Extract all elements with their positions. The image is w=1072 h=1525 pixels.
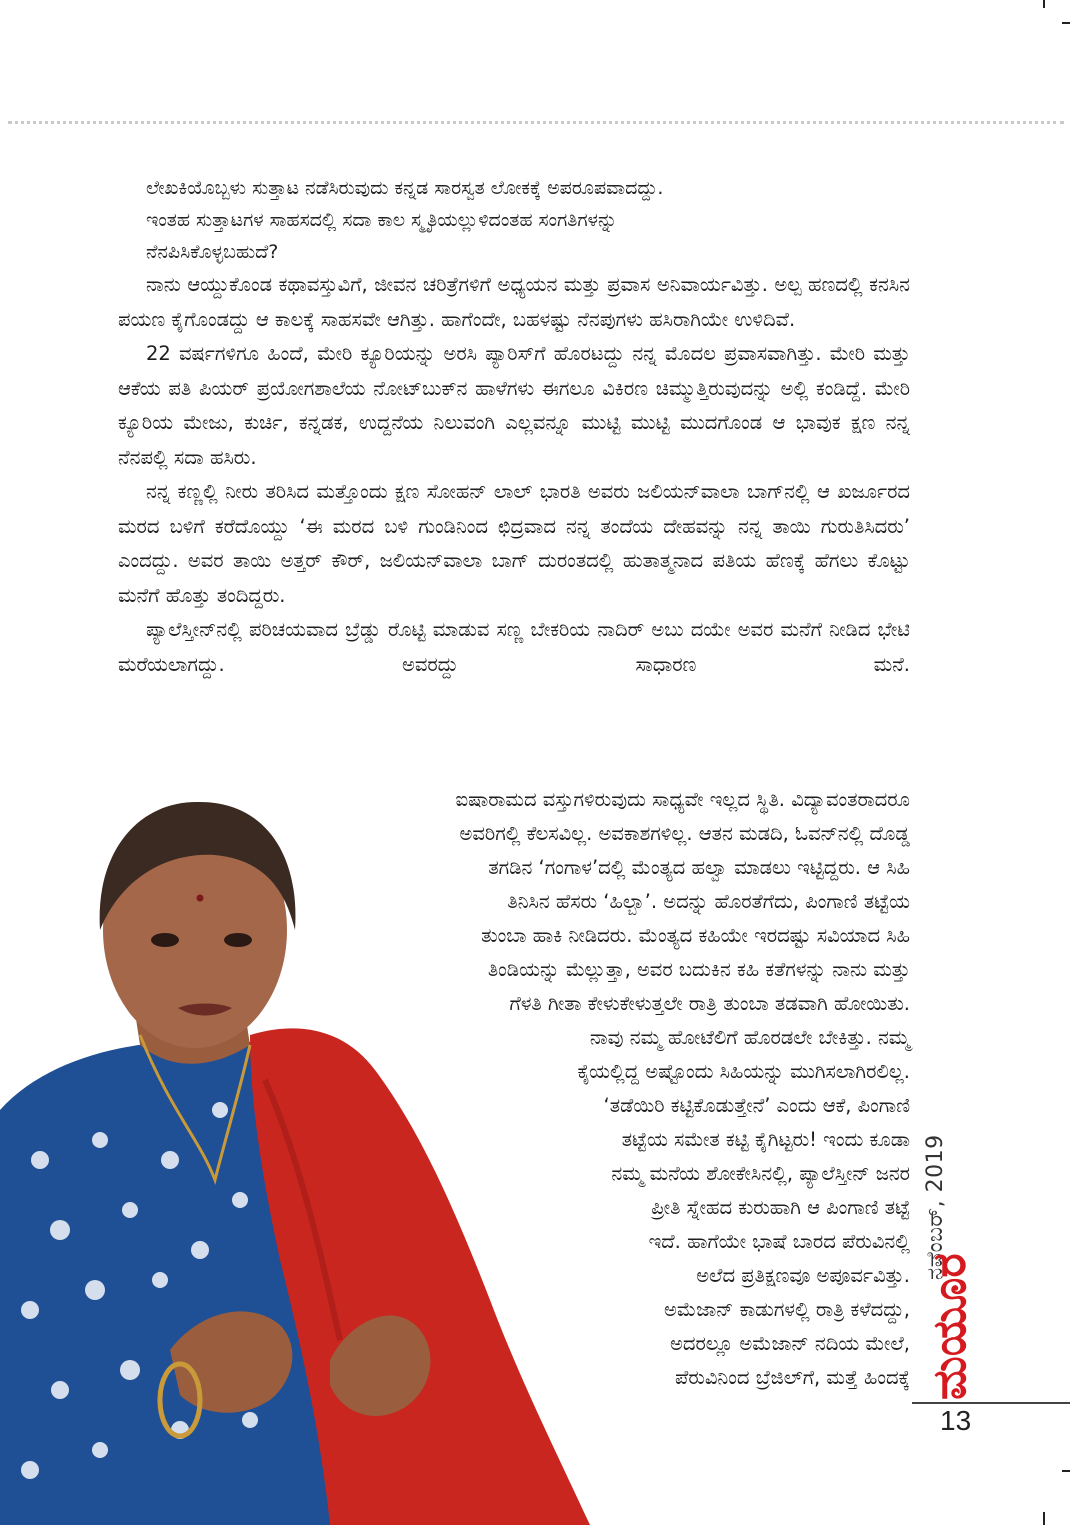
article-body	[118, 268, 910, 682]
author-photo	[0, 780, 600, 1525]
wrap-line: ಐಷಾರಾಮದ ವಸ್ತುಗಳಿರುವುದು ಸಾಧ್ಯವೇ ಇಲ್ಲದ ಸ್ಥಿತಿ. ವಿದ್ಯಾವಂತರಾದರೂ	[455, 788, 910, 811]
intro-line: ನೆನಪಿಸಿಕೊಳ್ಳಬಹುದೆ?	[146, 241, 279, 263]
wrap-line: ‘ತಡೆಯಿರಿ ಕಟ್ಟಿಕೊಡುತ್ತೇನೆ’ ಎಂದು ಆಕೆ, ಪಿಂಗಾಣಿ	[603, 1094, 910, 1117]
wrap-line: ಕೈಯಲ್ಲಿದ್ದ ಅಷ್ಟೊಂದು ಸಿಹಿಯನ್ನು ಮುಗಿಸಲಾಗಿರಲಿಲ್ಲ.	[577, 1060, 910, 1083]
wrap-line: ಅವರಿಗಲ್ಲಿ ಕೆಲಸವಿಲ್ಲ. ಅವಕಾಶಗಳಿಲ್ಲ. ಆತನ ಮಡದಿ, ಓವನ್‌ನಲ್ಲಿ ದೊಡ್ಡ	[459, 822, 910, 845]
wrap-line: ತಗಡಿನ ‘ಗಂಗಾಳ’ದಲ್ಲಿ ಮೆಂತ್ಯದ ಹಲ್ವಾ ಮಾಡಲು ಇಟ್ಟಿದ್ದರು. ಆ ಸಿಹಿ	[488, 856, 910, 879]
wrap-line: ಅದರಲ್ಲೂ ಅಮೆಜಾನ್ ನದಿಯ ಮೇಲೆ,	[670, 1332, 910, 1355]
dotted-rule	[8, 121, 1064, 124]
wrap-line: ನಾವು ನಮ್ಮ ಹೋಟೆಲಿಗೆ ಹೊರಡಲೇ ಬೇಕಿತ್ತು. ನಮ್ಮ	[589, 1026, 910, 1049]
paragraph: ನಾನು ಆಯ್ದುಕೊಂಡ ಕಥಾವಸ್ತುವಿಗೆ, ಜೀವನ ಚರಿತ್ರೆಗಳಿಗೆ ಅಧ್ಯಯನ ಮತ್ತು ಪ್ರವಾಸ ಅನಿವಾರ್ಯವಿತ್ತು. ಅಲ್ಪ ಹಣದಲ್ಲಿ ಕನಸಿನ ಪಯಣ ಕೈಗೊಂಡದ್ದು ಆ ಕಾಲಕ್ಕೆ ಸಾಹಸವೇ ಆಗಿತ್ತು. ಹಾಗೆಂದೇ, ಬಹಳಷ್ಟು ನೆನಪುಗಳು ಹಸಿರಾಗಿಯೇ ಉಳಿದಿವೆ.	[118, 273, 910, 331]
wrap-line: ತಟ್ಟೆಯ ಸಮೇತ ಕಟ್ಟಿ ಕೈಗಿಟ್ಟರು! ಇಂದು ಕೂಡಾ	[621, 1128, 910, 1151]
wrap-line: ನಮ್ಮ ಮನೆಯ ಶೋಕೇಸಿನಲ್ಲಿ, ಪ್ಯಾಲೆಸ್ತೀನ್ ಜನರ	[611, 1162, 910, 1185]
issue-date: ನವೆಂಬರ್, 2019	[923, 1134, 948, 1280]
wrap-line: ತಿನಿಸಿನ ಹೆಸರು ‘ಹಿಲ್ಬಾ’. ಅದನ್ನು ಹೊರತೆಗೆದು, ಪಿಂಗಾಣಿ ತಟ್ಟೆಯ	[507, 890, 910, 913]
magazine-logo: ಮಯೂರ	[922, 1253, 976, 1400]
intro-line: ಇಂತಹ ಸುತ್ತಾಟಗಳ ಸಾಹಸದಲ್ಲಿ ಸದಾ ಕಾಲ ಸ್ಮೃತಿಯಲ್ಲುಳಿದಂತಹ ಸಂಗತಿಗಳನ್ನು	[146, 209, 618, 231]
crop-mark	[1062, 22, 1070, 24]
wrap-line: ಪ್ರೀತಿ ಸ್ನೇಹದ ಕುರುಹಾಗಿ ಆ ಪಿಂಗಾಣಿ ತಟ್ಟೆ	[651, 1196, 910, 1219]
wrap-line: ಗೆಳತಿ ಗೀತಾ ಕೇಳುಕೇಳುತ್ತಲೇ ರಾತ್ರಿ ತುಂಬಾ ತಡವಾಗಿ ಹೋಯಿತು.	[509, 992, 910, 1015]
wrap-line: ತಿಂಡಿಯನ್ನು ಮೆಲ್ಲುತ್ತಾ, ಅವರ ಬದುಕಿನ ಕಹಿ ಕತೆಗಳನ್ನು ನಾನು ಮತ್ತು	[487, 958, 910, 981]
intro-question	[146, 172, 906, 268]
wrap-line: ಅಮೆಜಾನ್ ಕಾಡುಗಳಲ್ಲಿ ರಾತ್ರಿ ಕಳೆದದ್ದು,	[664, 1298, 910, 1321]
intro-line: ಲೇಖಕಿಯೊಬ್ಬಳು ಸುತ್ತಾಟ ನಡೆಸಿರುವುದು ಕನ್ನಡ ಸಾರಸ್ವತ ಲೋಕಕ್ಕೆ ಅಪರೂಪವಾದದ್ದು.	[146, 177, 664, 199]
crop-mark	[1062, 1470, 1070, 1472]
wrap-line: ಇದೆ. ಹಾಗೆಯೇ ಭಾಷೆ ಬಾರದ ಪೆರುವಿನಲ್ಲಿ	[648, 1230, 910, 1253]
paragraph: ನನ್ನ ಕಣ್ಣಲ್ಲಿ ನೀರು ತರಿಸಿದ ಮತ್ತೊಂದು ಕ್ಷಣ ಸೋಹನ್ ಲಾಲ್ ಭಾರತಿ ಅವರು ಜಲಿಯನ್‌ವಾಲಾ ಬಾಗ್‌ನಲ್ಲಿ ಆ ಖರ್ಜೂರದ ಮರದ ಬಳಿಗೆ ಕರೆದೊಯ್ದು ‘ಈ ಮರದ ಬಳಿ ಗುಂಡಿನಿಂದ ಛಿದ್ರವಾದ ನನ್ನ ತಂದೆಯ ದೇಹವನ್ನು ನನ್ನ ತಾಯಿ ಗುರುತಿಸಿದರು’ ಎಂದದ್ದು. ಅವರ ತಾಯಿ ಅತ್ತರ್ ಕೌರ್, ಜಲಿಯನ್‌ವಾಲಾ ಬಾಗ್ ದುರಂತದಲ್ಲಿ ಹುತಾತ್ಮನಾದ ಪತಿಯ ಹೆಣಕ್ಕೆ ಹೆಗಲು ಕೊಟ್ಟು ಮನೆಗೆ ಹೊತ್ತು ತಂದಿದ್ದರು.	[118, 480, 910, 607]
crop-mark	[1043, 1512, 1045, 1525]
paragraph: 22 ವರ್ಷಗಳಿಗೂ ಹಿಂದೆ, ಮೇರಿ ಕ್ಯೂರಿಯನ್ನು ಅರಸಿ ಪ್ಯಾರಿಸ್‌ಗೆ ಹೊರಟದ್ದು ನನ್ನ ಮೊದಲ ಪ್ರವಾಸವಾಗಿತ್ತು. ಮೇರಿ ಮತ್ತು ಆಕೆಯ ಪತಿ ಪಿಯರ್ ಪ್ರಯೋಗಶಾಲೆಯ ನೋಟ್‌ಬುಕ್‌ನ ಹಾಳೆಗಳು ಈಗಲೂ ವಿಕಿರಣ ಚಿಮ್ಮುತ್ತಿರುವುದನ್ನು ಅಲ್ಲಿ ಕಂಡಿದ್ದೆ. ಮೇರಿ ಕ್ಯೂರಿಯ ಮೇಜು, ಕುರ್ಚಿ, ಕನ್ನಡಕ, ಉದ್ದನೆಯ ನಿಲುವಂಗಿ ಎಲ್ಲವನ್ನೂ ಮುಟ್ಟಿ ಮುಟ್ಟಿ ಮುದಗೊಂಡ ಆ ಭಾವುಕ ಕ್ಷಣ ನನ್ನ ನೆನಪಲ್ಲಿ ಸದಾ ಹಸಿರು.	[118, 342, 910, 469]
wrap-line: ಪೆರುವಿನಿಂದ ಬ್ರೆಜಿಲ್‌ಗೆ, ಮತ್ತೆ ಹಿಂದಕ್ಕೆ	[675, 1366, 910, 1389]
paragraph: ಪ್ಯಾಲೆಸ್ತೀನ್‌ನಲ್ಲಿ ಪರಿಚಯವಾದ ಬ್ರೆಡ್ಡು ರೊಟ್ಟಿ ಮಾಡುವ ಸಣ್ಣ ಬೇಕರಿಯ ನಾದಿರ್ ಅಬು ದಯೇ ಅವರ ಮನೆಗೆ ನೀಡಿದ ಭೇಟಿ ಮರೆಯಲಾಗದ್ದು. ಅವರದ್ದು ಸಾಧಾರಣ ಮನೆ.	[118, 618, 910, 676]
wrap-line: ತುಂಬಾ ಹಾಕಿ ನೀಡಿದರು. ಮೆಂತ್ಯದ ಕಹಿಯೇ ಇರದಷ್ಟು ಸವಿಯಾದ ಸಿಹಿ	[481, 924, 910, 947]
page-number: 13	[940, 1405, 972, 1436]
wrap-line: ಅಲೆದ ಪ್ರತಿಕ್ಷಣವೂ ಅಪೂರ್ವವಿತ್ತು.	[696, 1264, 910, 1287]
crop-mark	[1043, 0, 1045, 8]
page-number-rule	[912, 1402, 1070, 1404]
